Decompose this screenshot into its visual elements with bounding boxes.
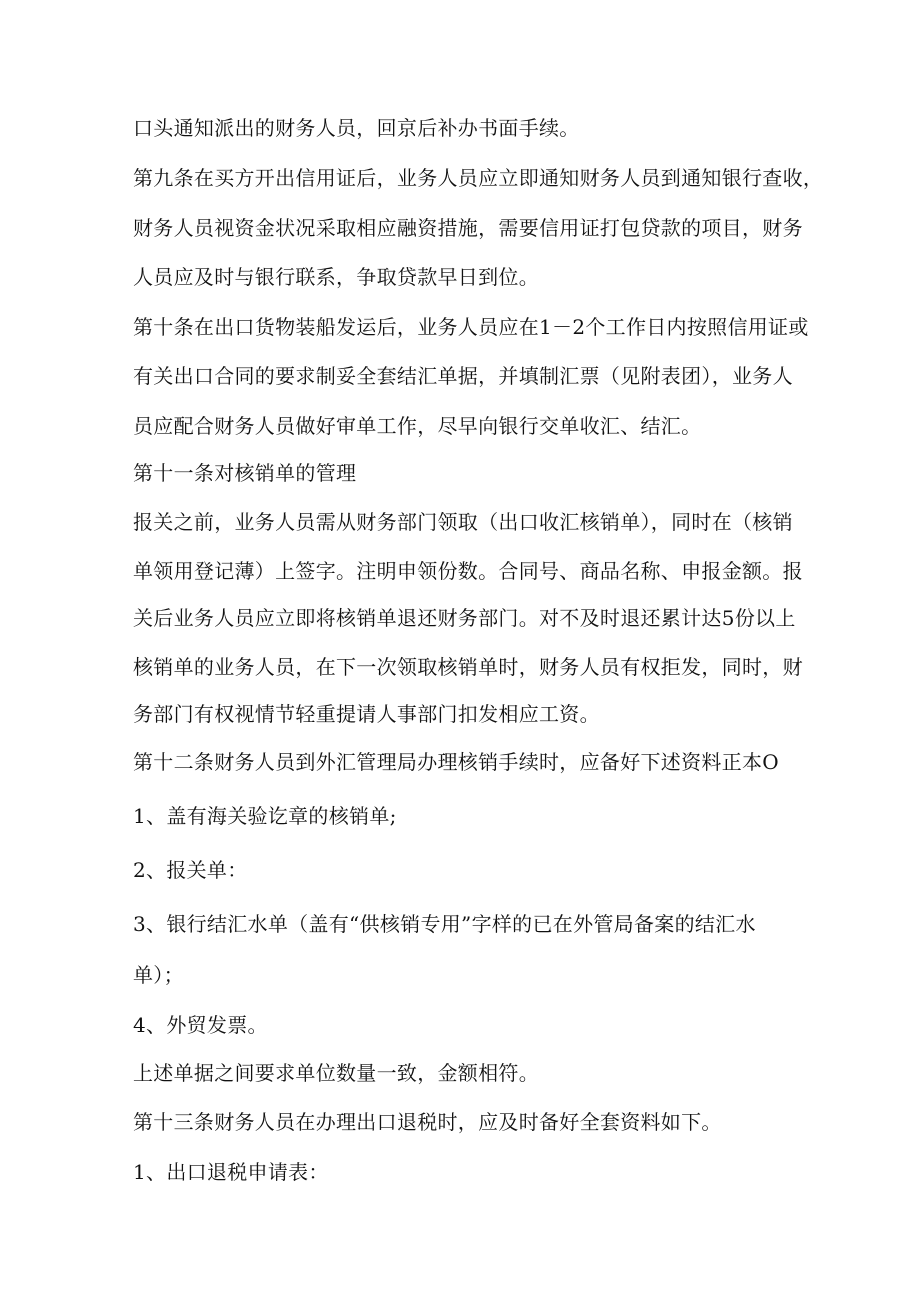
text-line: 第十三条财务人员在办理出口退税时，应及时备好全套资料如下。	[133, 1110, 722, 1134]
list-item: 3、银行结汇水单（盖有“供核销专用”字样的已在外管局备案的结汇水	[133, 912, 756, 936]
text-line: 报关之前，业务人员需从财务部门领取（出口收汇核销单），同时在（核销	[133, 510, 793, 534]
text-line: 有关出口合同的要求制妥全套结汇单据，并填制汇票（见附表团），业务人	[133, 364, 793, 388]
list-item: 4、外贸发票。	[133, 1013, 268, 1037]
text-line: 第九条在买方开出信用证后，业务人员应立即通知财务人员到通知银行查收，	[133, 166, 824, 190]
list-item: 1、出口退税申请表：	[133, 1160, 329, 1184]
text-line: 第十二条财务人员到外汇管理局办理核销手续时，应备好下述资料正本O	[133, 750, 779, 774]
text-line: 员应配合财务人员做好审单工作，尽早向银行交单收汇、结汇。	[133, 414, 702, 438]
text-line: 务部门有权视情节轻重提请人事部门扣发相应工资。	[133, 702, 600, 726]
text-line: 人员应及时与银行联系，争取贷款早日到位。	[133, 265, 539, 289]
text-line: 上述单据之间要求单位数量一致，金额相符。	[133, 1061, 539, 1085]
section-heading: 第十一条对核销单的管理	[133, 461, 357, 485]
text-line: 财务人员视资金状况采取相应融资措施，需要信用证打包贷款的项目，财务	[133, 216, 803, 240]
text-line: 口头通知派出的财务人员，回京后补办书面手续。	[133, 116, 580, 140]
list-item-continuation: 单）；	[133, 963, 184, 987]
list-item: 2、报关单：	[133, 858, 248, 882]
text-line: 第十条在出口货物装船发运后，业务人员应在1－2个工作日内按照信用证或	[133, 315, 809, 339]
list-item: 1、盖有海关验讫章的核销单;	[133, 804, 397, 828]
text-line: 关后业务人员应立即将核销单退还财务部门。对不及时退还累计达5份以上	[133, 606, 796, 630]
text-line: 核销单的业务人员，在下一次领取核销单时，财务人员有权拒发，同时，财	[133, 655, 803, 679]
text-line: 单领用登记薄）上签字。注明申领份数。合同号、商品名称、申报金额。报	[133, 559, 803, 583]
